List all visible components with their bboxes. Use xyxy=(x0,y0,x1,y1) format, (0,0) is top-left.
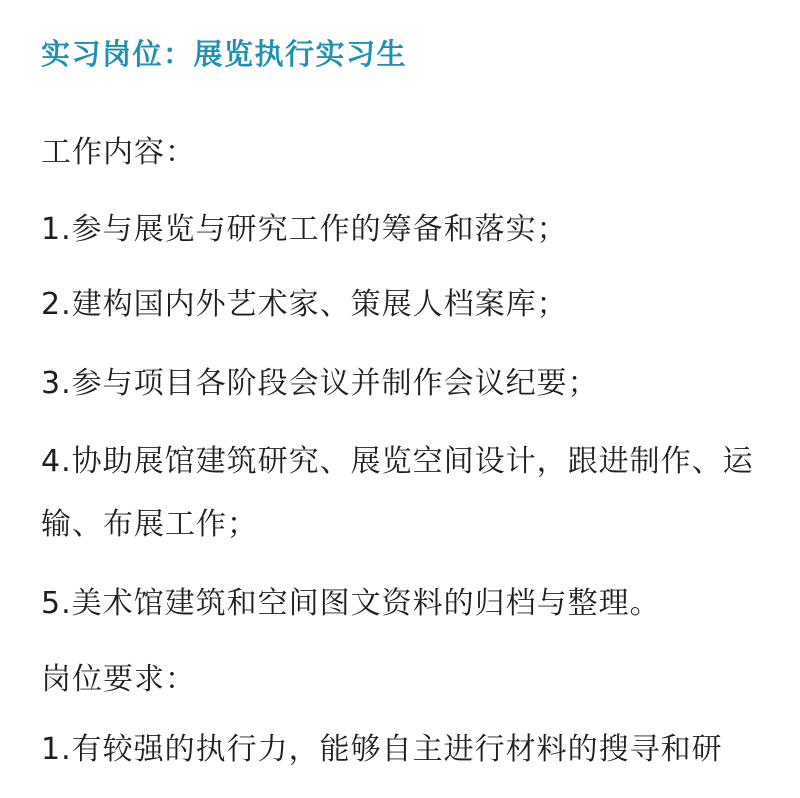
job-content-item: 3.参与项目各阶段会议并制作会议纪要； xyxy=(41,366,599,401)
job-content-item: 2.建构国内外艺术家、策展人档案库； xyxy=(41,287,568,322)
job-content-item: 4.协助展馆建筑研究、展览空间设计，跟进制作、运 xyxy=(41,444,754,479)
job-content-item: 1.参与展览与研究工作的筹备和落实； xyxy=(41,212,568,247)
requirements-heading: 岗位要求： xyxy=(41,662,196,697)
job-title: 实习岗位：展览执行实习生 xyxy=(41,37,408,71)
requirements-item: 1.有较强的执行力，能够自主进行材料的搜寻和研 xyxy=(41,732,723,767)
job-content-heading: 工作内容： xyxy=(41,135,196,170)
job-content-item: 5.美术馆建筑和空间图文资料的归档与整理。 xyxy=(41,586,661,621)
job-content-item-continuation: 输、布展工作； xyxy=(41,507,258,542)
